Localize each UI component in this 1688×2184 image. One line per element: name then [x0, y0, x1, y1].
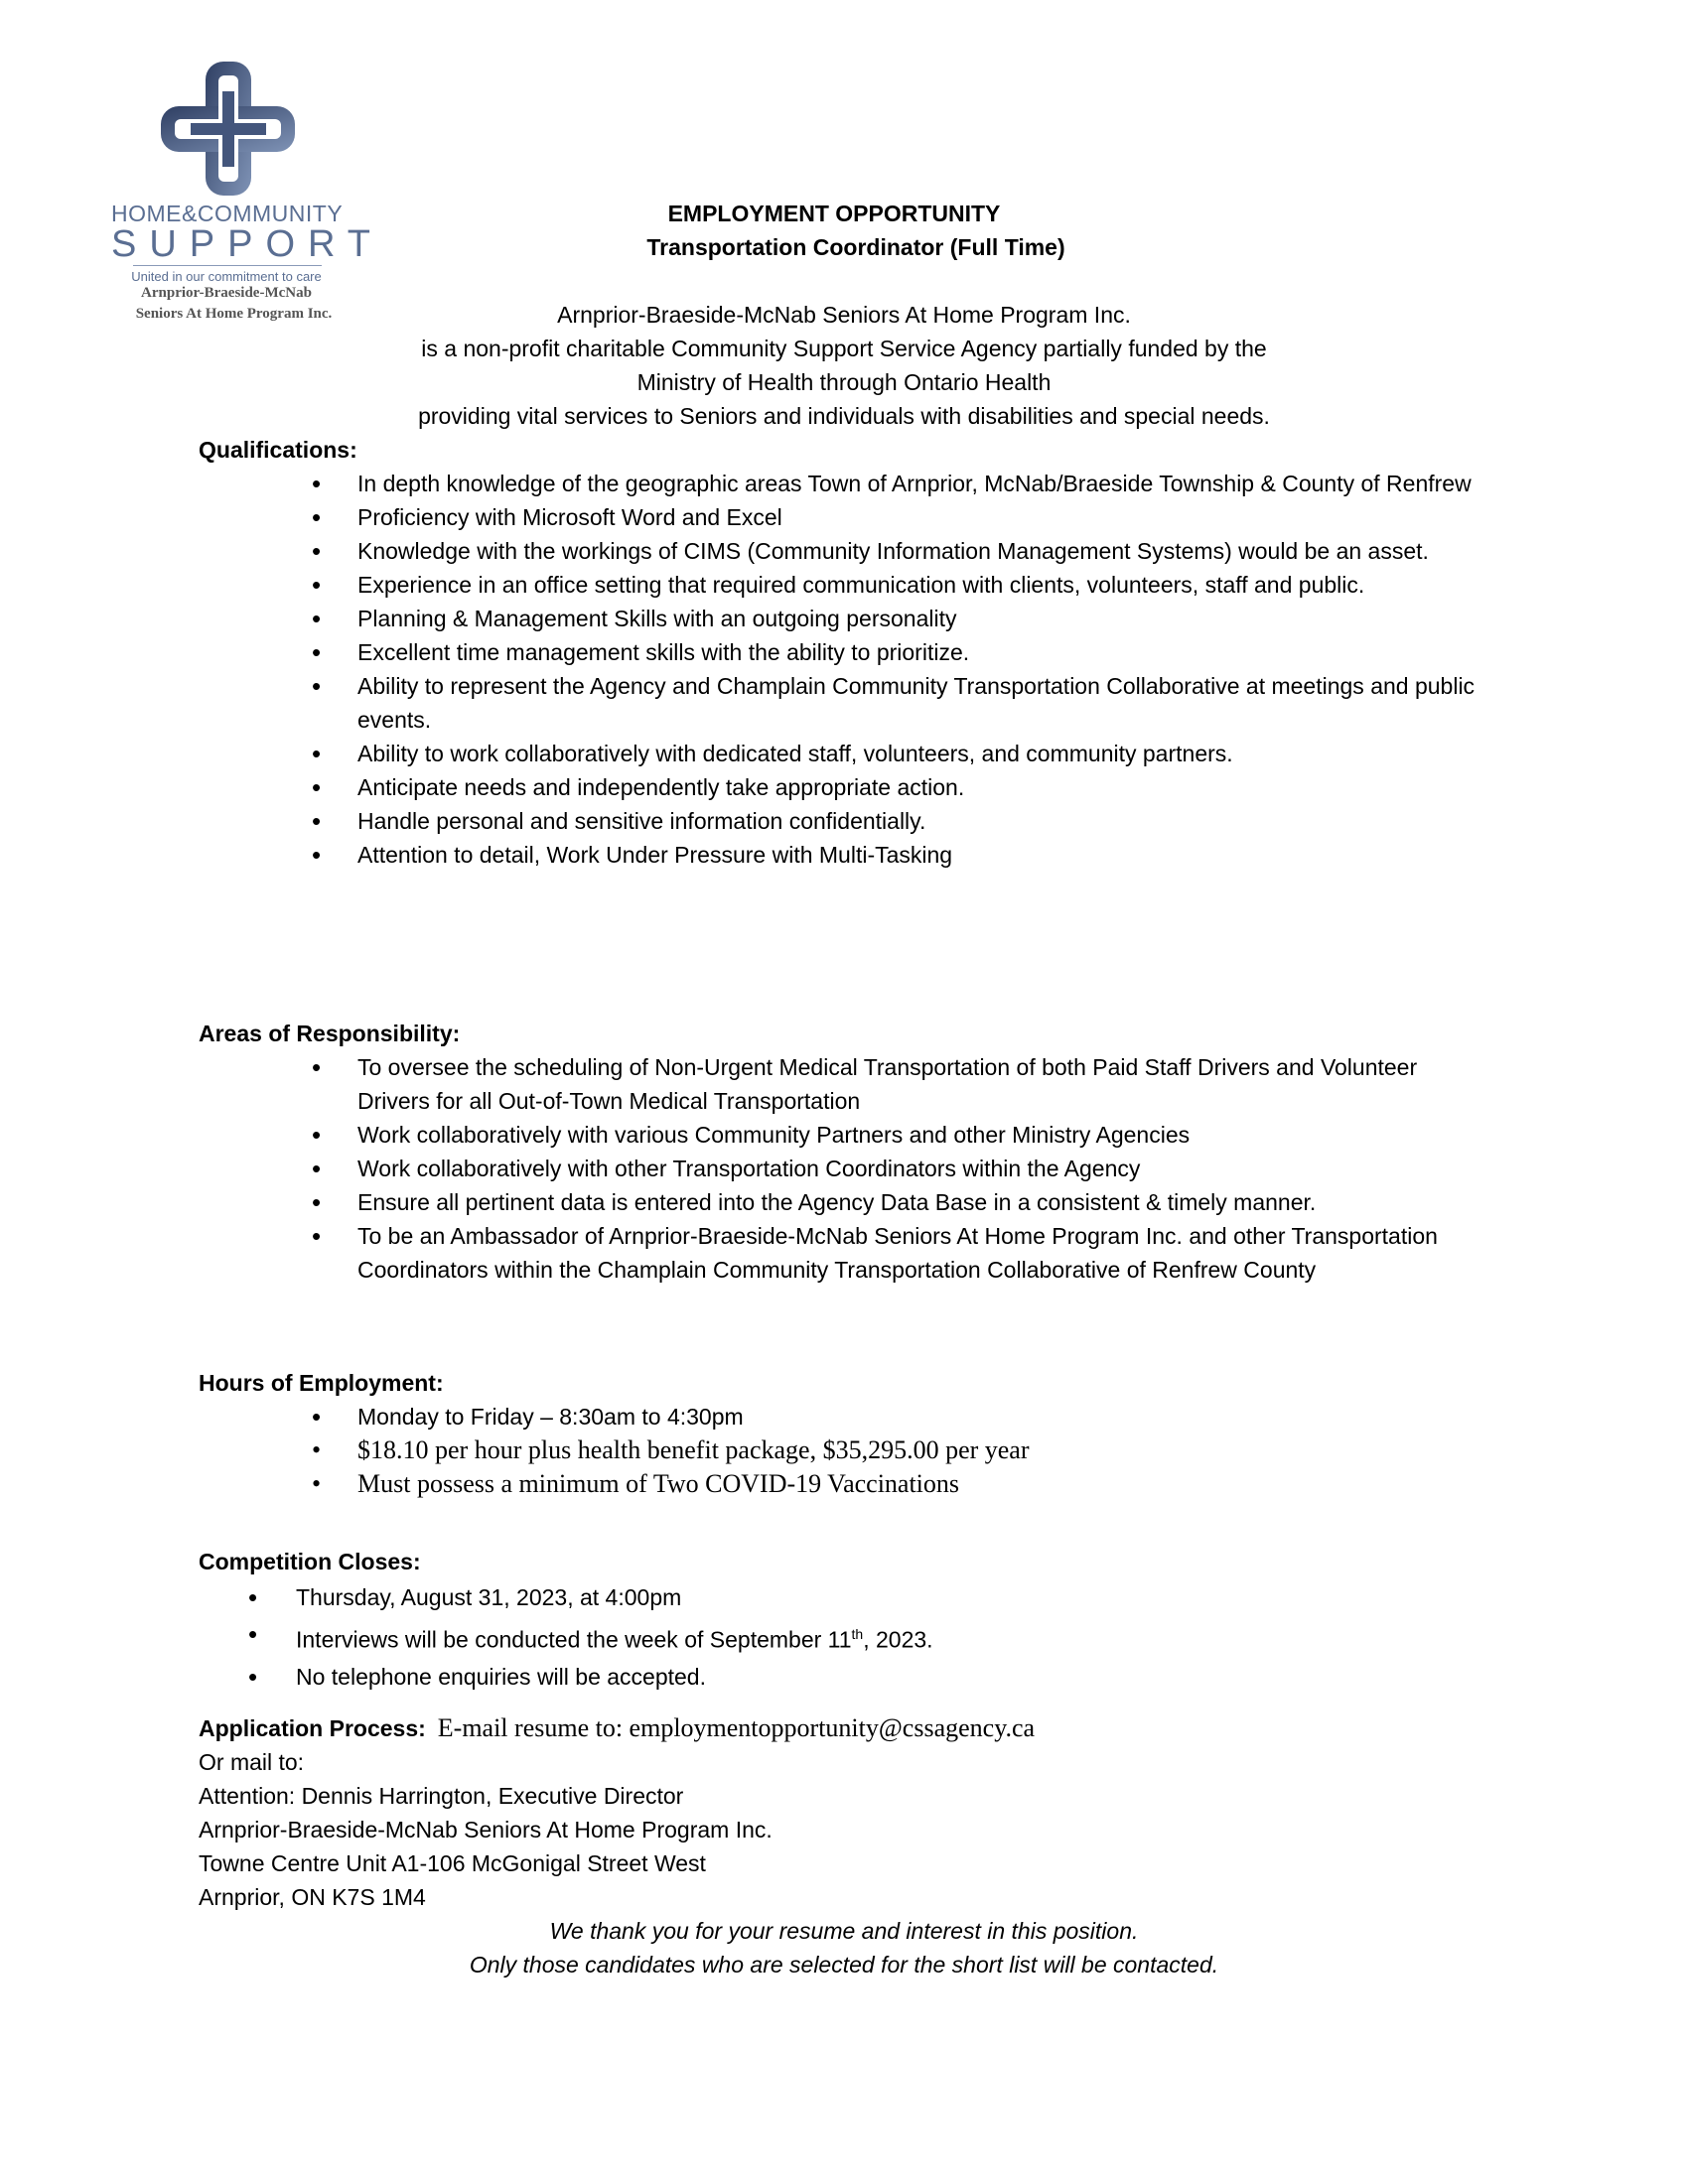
list-item: • Work collaboratively with various Community Partners and other Ministry Agencies [199, 1118, 1489, 1152]
mail-org: Arnprior-Braeside-McNab Seniors At Home Program Inc. [199, 1817, 773, 1843]
ordinal-suffix: th [851, 1626, 864, 1642]
list-item: • In depth knowledge of the geographic areas Town of Arnprior, McNab/Braeside Township & County of Renfrew [199, 467, 1489, 500]
list-item: • Must possess a minimum of Two COVID-19 Vaccinations [199, 1467, 1489, 1501]
qualifications-section [199, 433, 1489, 872]
application-section [199, 1711, 1489, 1914]
organization-logo [111, 62, 384, 330]
mail-city: Arnprior, ON K7S 1M4 [199, 1884, 426, 1910]
section-heading: Qualifications: [199, 437, 357, 463]
logo-divider [133, 265, 322, 266]
logo-text-support: SUPPORT [111, 223, 384, 265]
list-item: • $18.10 per hour plus health benefit package, $35,295.00 per year [199, 1433, 1489, 1467]
hours-section [199, 1366, 1489, 1501]
list-item: • Work collaboratively with other Transportation Coordinators within the Agency [199, 1152, 1489, 1185]
list-item: • No telephone enquiries will be accepted. [199, 1660, 1489, 1694]
closing-thanks: We thank you for your resume and interest in this position. [549, 1918, 1139, 1944]
list-item: • Monday to Friday – 8:30am to 4:30pm [199, 1400, 1489, 1433]
logo-tagline: United in our commitment to care [131, 269, 322, 284]
list-item: • To be an Ambassador of Arnprior-Braeside-McNab Seniors At Home Program Inc. and other Transportation Coordinators within the Champlain Community Transportation Collaborative of Renfrew County [199, 1219, 1489, 1287]
list-item: • Anticipate needs and independently take appropriate action. [199, 770, 1489, 804]
logo-text-home-community: HOME&COMMUNITY [111, 201, 344, 226]
mail-line: Or mail to: [199, 1749, 305, 1775]
application-email-line [199, 1711, 1489, 1745]
intro-line: Ministry of Health through Ontario Health [636, 369, 1052, 395]
list-item: • Attention to detail, Work Under Pressure with Multi-Tasking [199, 838, 1489, 872]
list-item: • Ability to work collaboratively with dedicated staff, volunteers, and community partners. [199, 737, 1489, 770]
section-heading: Application Process: [199, 1715, 426, 1741]
logo-org-name-1: Arnprior-Braeside-McNab [141, 285, 312, 301]
list-item: • To oversee the scheduling of Non-Urgent Medical Transportation of both Paid Staff Drivers and Volunteer Drivers for all Out-of-Town Medical Transportation [199, 1050, 1489, 1118]
hours-list [199, 1400, 1489, 1501]
list-item: • Experience in an office setting that required communication with clients, volunteers, staff and public. [199, 568, 1489, 602]
page-title: EMPLOYMENT OPPORTUNITY [667, 201, 1001, 226]
mail-street: Towne Centre Unit A1-106 McGonigal Street West [199, 1850, 706, 1876]
interview-year: , 2023. [863, 1626, 933, 1653]
intro-block [0, 298, 1688, 433]
logo-org-name-2: Seniors At Home Program Inc. [135, 306, 333, 322]
list-item: • Ability to represent the Agency and Champlain Community Transportation Collaborative at meetings and public events. [199, 669, 1489, 737]
intro-line: providing vital services to Seniors and individuals with disabilities and special needs. [418, 403, 1270, 429]
responsibilities-list [199, 1050, 1489, 1287]
page-subtitle: Transportation Coordinator (Full Time) [646, 234, 1065, 260]
list-item: • Thursday, August 31, 2023, at 4:00pm [199, 1580, 1489, 1614]
list-item: • Ensure all pertinent data is entered into the Agency Data Base in a consistent & timely manner. [199, 1185, 1489, 1219]
responsibilities-section [199, 1017, 1489, 1287]
section-heading: Hours of Employment: [199, 1370, 444, 1396]
closing-note: Only those candidates who are selected for the short list will be contacted. [469, 1952, 1219, 1978]
interview-text: Interviews will be conducted the week of September 11 [296, 1626, 852, 1653]
qualifications-list [199, 467, 1489, 872]
list-item: • Planning & Management Skills with an outgoing personality [199, 602, 1489, 635]
hands-cross-icon [161, 62, 295, 196]
list-item: • Proficiency with Microsoft Word and Excel [199, 500, 1489, 534]
intro-line: Arnprior-Braeside-McNab Seniors At Home Program Inc. [557, 302, 1131, 328]
mail-attention: Attention: Dennis Harrington, Executive Director [199, 1783, 684, 1809]
list-item [199, 1617, 1489, 1657]
section-heading: Competition Closes: [199, 1549, 421, 1574]
intro-line: is a non-profit charitable Community Support Service Agency partially funded by the [421, 336, 1267, 361]
list-item: • Knowledge with the workings of CIMS (Community Information Management Systems) would be an asset. [199, 534, 1489, 568]
list-item: • Excellent time management skills with the ability to prioritize. [199, 635, 1489, 669]
section-heading: Areas of Responsibility: [199, 1021, 461, 1046]
application-email[interactable]: E-mail resume to: employmentopportunity@cssagency.ca [437, 1713, 1036, 1742]
competition-list [199, 1580, 1489, 1694]
list-item: • Handle personal and sensitive information confidentially. [199, 804, 1489, 838]
competition-section [199, 1545, 1489, 1694]
